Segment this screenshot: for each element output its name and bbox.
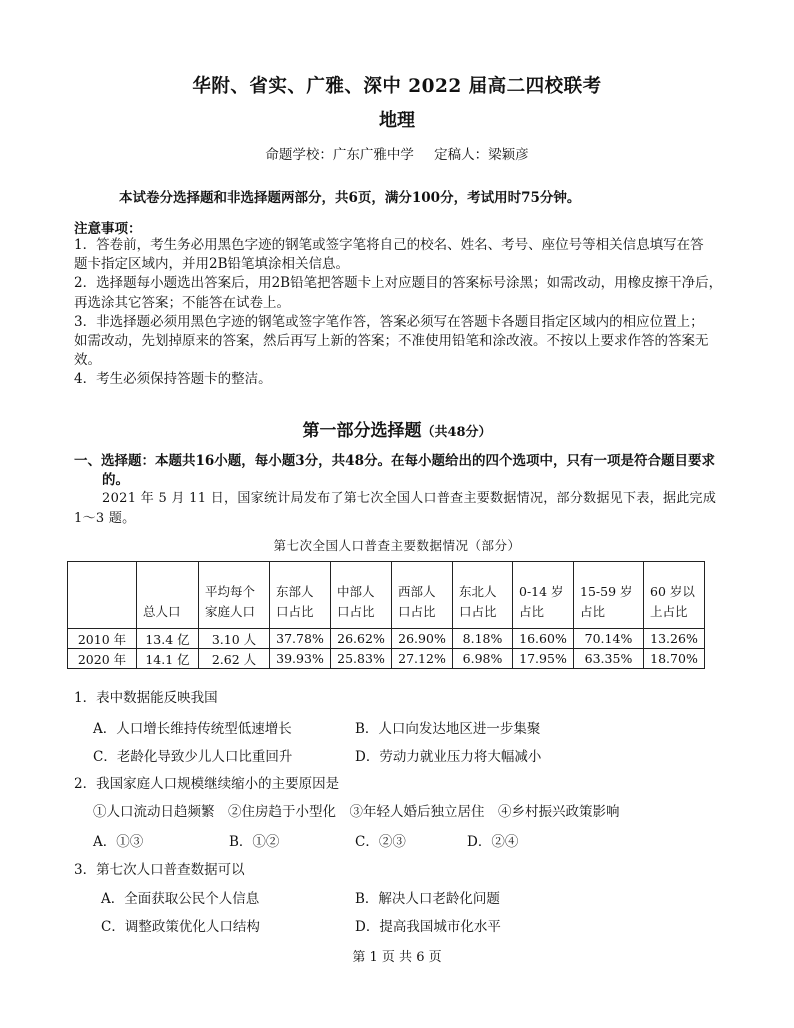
table-cell: 6.98% [453,649,513,669]
question-1-stem: 1．表中数据能反映我国 [74,690,218,706]
table-cell: 2010 年 [68,629,137,649]
question-2-option-c: C．②③ [355,834,406,850]
table-cell: 37.78% [270,629,331,649]
table-header-cell: 东北人口占比 [453,562,513,629]
question-1-option-c: C．老龄化导致少儿人口比重回升 [93,749,293,765]
table-cell: 26.90% [392,629,453,649]
question-1-option-b: B．人口向发达地区进一步集聚 [355,721,541,737]
question-3-option-d: D．提高我国城市化水平 [355,919,501,935]
table-cell: 13.26% [644,629,705,649]
table-cell: 2020 年 [68,649,137,669]
table-cell: 13.4 亿 [137,629,199,649]
table-cell: 17.95% [513,649,574,669]
page-footer: 第 1 页 共 6 页 [352,950,442,965]
table-header-row [68,562,705,629]
question-1-option-a: A．人口增长维持传统型低速增长 [93,721,292,737]
notice-list [74,236,724,390]
table-cell: 16.60% [513,629,574,649]
question-1-option-d: D．劳动力就业压力将大幅减小 [355,749,542,765]
question-3-option-a: A．全面获取公民个人信息 [101,891,260,907]
table-row [68,629,705,649]
exam-meta [0,143,794,163]
notice-line: 如需改动，先划掉原来的答案，然后再写上新的答案；不准使用铅笔和涂改液。不按以上要求作答的答案无 [74,333,709,350]
table-cell: 2.62 人 [199,649,270,669]
notice-line: 3．非选择题必须用黑色字迹的钢笔或签字笔作答，答案必须写在答题卡各题目指定区域内的相应位置上； [74,313,704,330]
question-3-option-c: C．调整政策优化人口结构 [101,919,260,935]
table-cell: 27.12% [392,649,453,669]
section-heading-line: 一、选择题：本题共16小题，每小题3分，共48分。在每小题给出的四个选项中，只有一项是符合题目要求 [74,453,715,469]
question-2-factors: ①人口流动日趋频繁 ②住房趋于小型化 ③年轻人婚后独立居住 ④乡村振兴政策影响 [93,804,620,820]
section-heading [74,452,734,490]
notice-line: 4．考生必须保持答题卡的整洁。 [74,371,272,388]
exam-summary: 本试卷分选择题和非选择题两部分，共6页，满分100分，考试用时75分钟。 [119,190,581,206]
table-cell: 3.10 人 [199,629,270,649]
question-3-option-b: B．解决人口老龄化问题 [355,891,500,907]
question-2-option-d: D．②④ [467,834,519,850]
intro-line: 2021 年 5 月 11 日，国家统计局发布了第七次全国人口普查主要数据情况，部分数据见下表，据此完成 [102,491,717,506]
notice-line: 再选涂其它答案；不能答在试卷上。 [74,294,290,311]
table-cell: 63.35% [574,649,644,669]
table-cell: 8.18% [453,629,513,649]
question-2-stem: 2．我国家庭人口规模继续缩小的主要原因是 [74,776,340,792]
intro-line: 1～3 题。 [74,511,136,526]
reviewer: 定稿人：梁颖彦 [434,147,529,163]
question-2-option-b: B．①② [229,834,280,850]
table-header-cell: 60 岁以上占比 [644,562,705,629]
question-intro [74,489,734,529]
table-cell: 70.14% [574,629,644,649]
notice-line: 1．答卷前，考生务必用黑色字迹的钢笔或签字笔将自己的校名、姓名、考号、座位号等相关信息填写在答 [74,237,704,253]
table-header-cell: 东部人口占比 [270,562,331,629]
notice-line: 题卡指定区域内，并用2B铅笔填涂相关信息。 [74,256,350,273]
census-table [67,561,705,669]
part-one-score: （共48分） [421,425,492,440]
part-one-label: 第一部分选择题 [302,421,422,441]
table-caption: 第七次全国人口普查主要数据情况（部分） [273,538,521,553]
table-cell: 14.1 亿 [137,649,199,669]
notice-line: 效。 [74,352,101,369]
table-row [68,649,705,669]
notice-heading: 注意事项： [74,221,142,237]
table-header-cell: 15-59 岁占比 [574,562,644,629]
question-3-stem: 3．第七次人口普查数据可以 [74,862,245,878]
table-cell: 26.62% [331,629,392,649]
table-header-cell: 中部人口占比 [331,562,392,629]
part-one-title [0,416,794,441]
section-heading-line: 的。 [102,472,129,488]
table-header-cell: 0-14 岁占比 [513,562,574,629]
table-header-cell: 西部人口占比 [392,562,453,629]
table-cell: 25.83% [331,649,392,669]
exam-title: 华附、省实、广雅、深中 2022 届高二四校联考 [192,76,602,97]
table-header-cell: 平均每个家庭人口 [199,562,270,629]
author-school: 命题学校：广东广雅中学 [265,147,414,163]
notice-line: 2．选择题每小题选出答案后，用2B铅笔把答题卡上对应题目的答案标号涂黑；如需改动，用橡皮擦干净后， [74,275,723,292]
table-header-cell: 总人口 [137,562,199,629]
subject-title: 地理 [379,110,415,131]
table-cell: 18.70% [644,649,705,669]
table-cell: 39.93% [270,649,331,669]
question-2-option-a: A．①③ [93,834,144,850]
table-header-cell [68,562,137,629]
